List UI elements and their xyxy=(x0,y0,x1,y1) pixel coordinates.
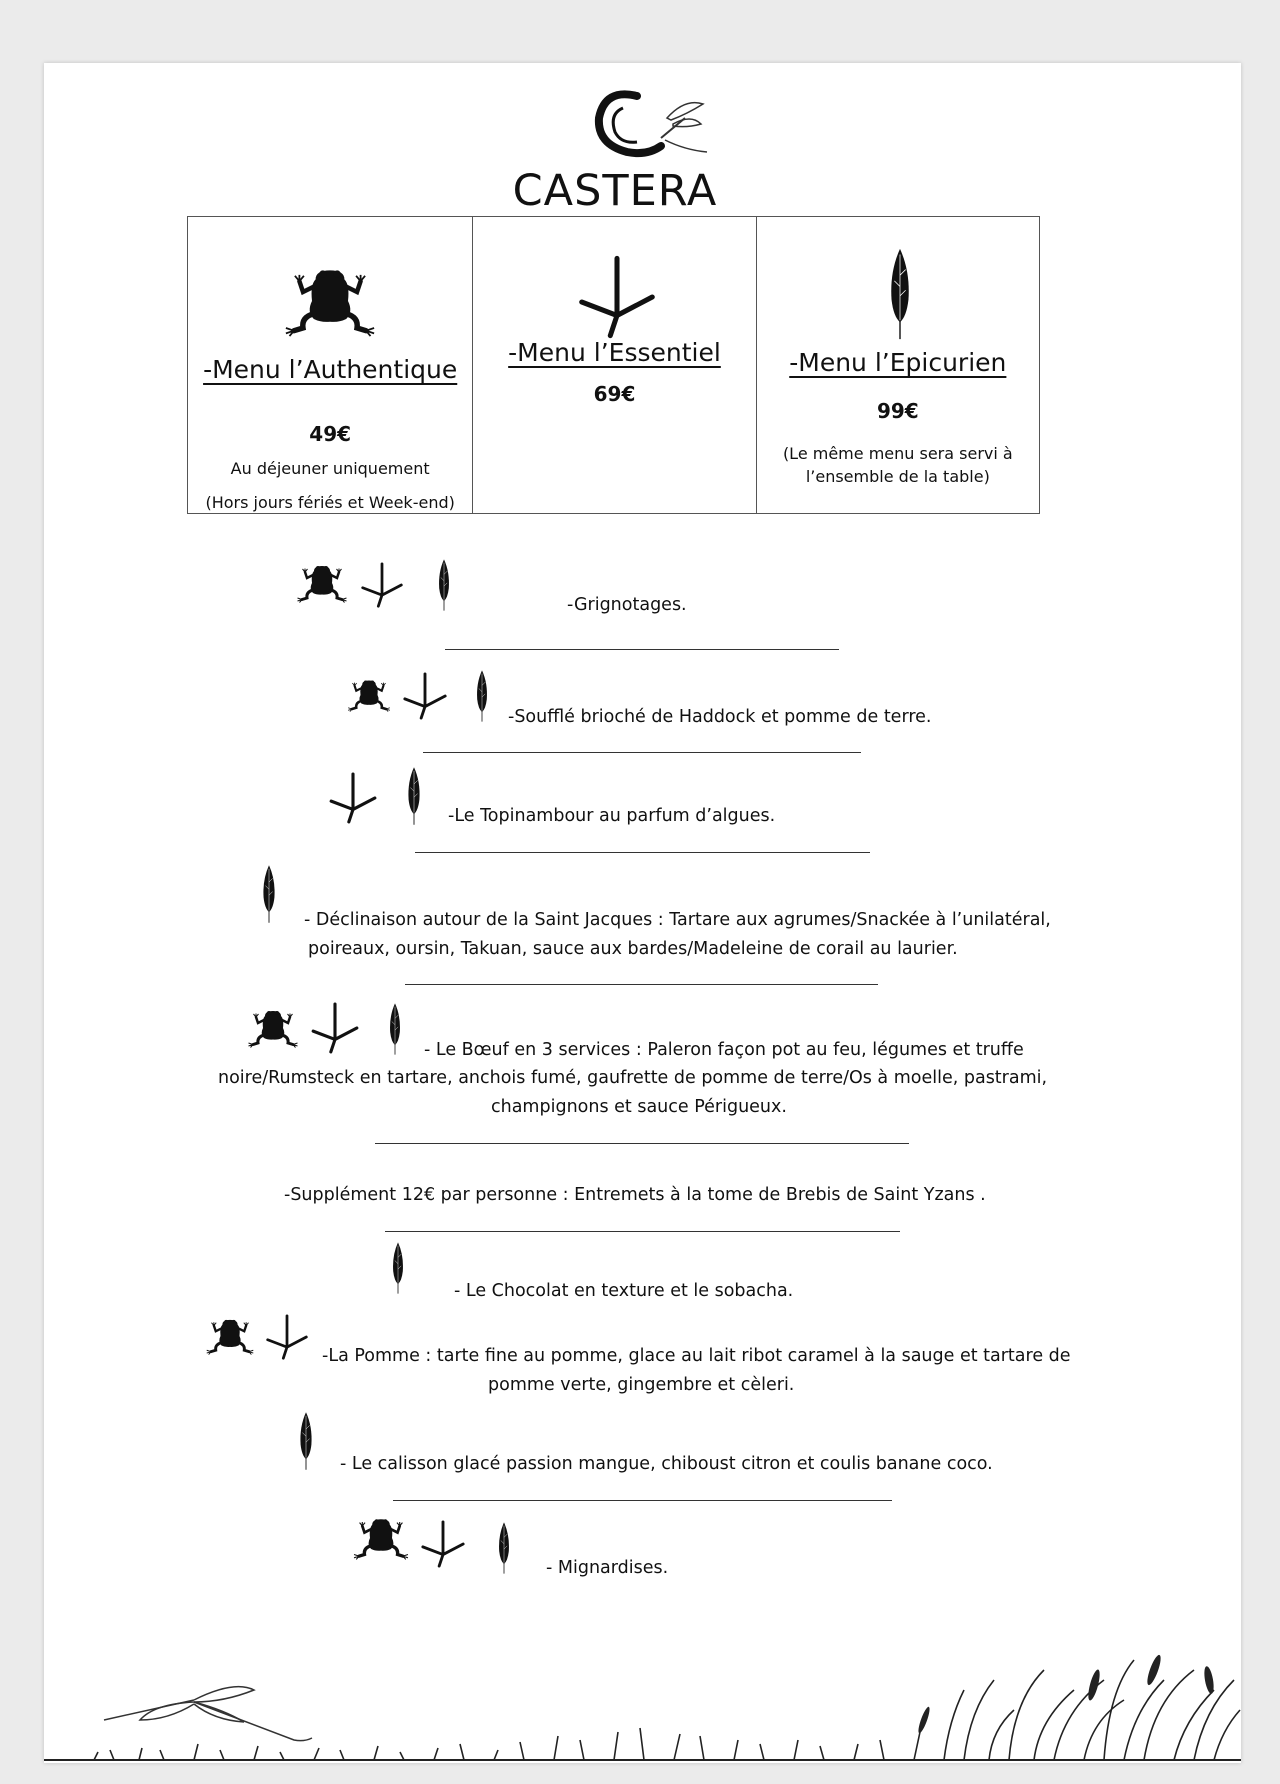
bird-footprint-icon xyxy=(573,255,661,339)
course-grignotages: -Grignotages. xyxy=(567,595,687,615)
bird-footprint-icon xyxy=(356,562,408,608)
menu-price: 49€ xyxy=(309,422,352,446)
menu-price: 99€ xyxy=(876,399,919,423)
course-calisson: - Le calisson glacé passion mangue, chiboust citron et coulis banane coco. xyxy=(340,1454,993,1474)
feather-icon xyxy=(885,247,915,341)
separator xyxy=(405,984,878,985)
bird-footprint-icon xyxy=(400,672,450,720)
course-topinambour: -Le Topinambour au parfum d’algues. xyxy=(448,806,776,826)
separator xyxy=(375,1143,909,1144)
course-saint-jacques-line2: poireaux, oursin, Takuan, sauce aux bardes/Madeleine de corail au laurier. xyxy=(308,939,958,959)
menu-note: l’ensemble de la table) xyxy=(805,467,990,486)
separator xyxy=(385,1231,900,1232)
bird-footprint-icon xyxy=(322,772,384,824)
feather-icon xyxy=(390,1238,406,1298)
separator xyxy=(415,852,870,853)
bird-footprint-icon xyxy=(259,1314,315,1360)
feather-icon xyxy=(260,861,278,927)
menus-table xyxy=(187,216,1040,514)
menu-title: -Menu l’Essentiel xyxy=(508,338,721,367)
separator xyxy=(423,752,861,753)
course-chocolat: - Le Chocolat en texture et le sobacha. xyxy=(454,1281,794,1301)
frog-icon xyxy=(245,1008,301,1048)
feather-icon xyxy=(297,1410,315,1472)
menu-title: -Menu l’Epicurien xyxy=(789,348,1007,377)
menu-price: 69€ xyxy=(593,382,636,406)
course-saint-jacques-line1: - Déclinaison autour de la Saint Jacques : Tartare aux agrumes/Snackée à l’unilatéral, xyxy=(304,910,1051,930)
brand-name: CASTERA xyxy=(512,166,718,216)
menu-note: (Le même menu sera servi à xyxy=(782,444,1013,463)
course-souffle: -Soufflé brioché de Haddock et pomme de terre. xyxy=(508,707,932,727)
feather-icon xyxy=(474,668,490,724)
frog-icon xyxy=(278,265,382,337)
separator xyxy=(393,1500,892,1501)
feather-icon xyxy=(496,1520,512,1576)
frog-icon xyxy=(202,1317,258,1355)
separator xyxy=(445,649,839,650)
course-mignardises: - Mignardises. xyxy=(546,1558,669,1578)
bird-footprint-icon xyxy=(416,1520,470,1568)
course-pomme-line1: -La Pomme : tarte fine au pomme, glace au lait ribot caramel à la sauge et tartare de xyxy=(322,1346,1071,1366)
bird-footprint-icon xyxy=(304,1002,366,1054)
grass-footer-icon xyxy=(44,1640,1241,1763)
frog-icon xyxy=(343,678,395,712)
course-boeuf-line1: - Le Bœuf en 3 services : Paleron façon pot au feu, légumes et truffe xyxy=(424,1040,1024,1060)
menu-note: Au déjeuner uniquement xyxy=(230,459,430,478)
course-pomme-line2: pomme verte, gingembre et cèleri. xyxy=(488,1375,795,1395)
course-supplement: -Supplément 12€ par personne : Entremets à la tome de Brebis de Saint Yzans . xyxy=(284,1185,986,1205)
menu-authentique xyxy=(188,217,472,513)
menu-essentiel xyxy=(472,217,755,513)
feather-icon xyxy=(405,766,423,826)
feather-icon xyxy=(387,1000,403,1058)
feather-icon xyxy=(436,556,452,614)
castera-logo-icon xyxy=(575,88,715,158)
menu-note: (Hors jours fériés et Week-end) xyxy=(205,493,455,512)
course-boeuf-line2: noire/Rumsteck en tartare, anchois fumé, gaufrette de pomme de terre/Os à moelle, pastrami, xyxy=(218,1068,1048,1088)
frog-icon xyxy=(296,563,348,603)
menu-epicurien xyxy=(756,217,1039,513)
menu-title: -Menu l’Authentique xyxy=(203,355,458,384)
frog-icon xyxy=(350,1516,412,1560)
course-boeuf-line3: champignons et sauce Périgueux. xyxy=(491,1097,787,1117)
